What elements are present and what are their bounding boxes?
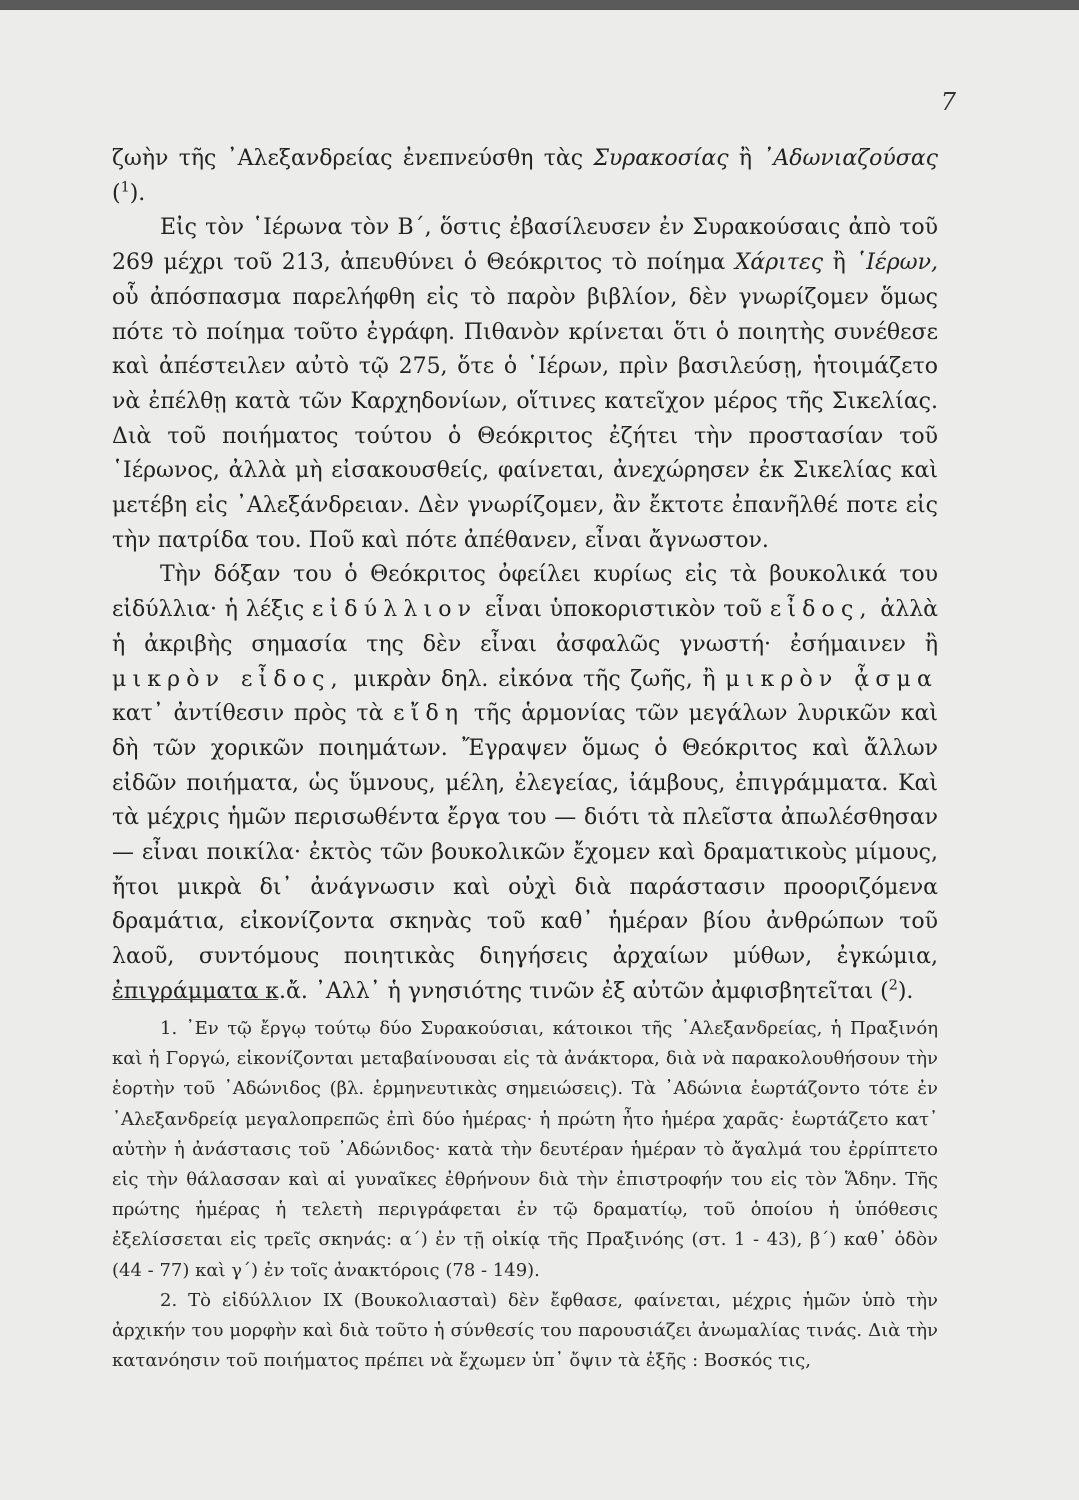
main-text bbox=[112, 142, 938, 1010]
p3-spaced-eide: εἴδη bbox=[393, 701, 465, 727]
p2-text-c: οὗ ἀπόσπασμα παρελήφθη εἰς τὸ παρὸν βιβλίον, δὲν γνωρίζομεν ὅμως πότε τὸ ποίημα τοῦτο ἐγράφη. Πιθανὸν κρίνεται ὅτι ὁ ποιητὴς συνέθεσε καὶ ἀπέστειλεν αὐτὸ τῷ 275, ὅτε ὁ ῾Ιέρων, πρὶν βασιλεύσῃ, ἡτοιμάζετο νὰ ἐπέλθῃ κατὰ τῶν Καρχηδονίων, οἵτινες κατεῖχον μέρος τῆς Σικελίας. Διὰ τοῦ ποιήματος τούτου ὁ Θεόκριτος ἐζήτει τὴν προστασίαν τοῦ ῾Ιέρωνος, ἀλλὰ μὴ εἰσακουσθείς, φαίνεται, ἀνεχώρησεν ἐκ Σικελίας καὶ μετέβη εἰς ᾿Αλεξάνδρειαν. Δὲν γνωρίζομεν, ἂν ἔκτοτε ἐπανῆλθέ ποτε εἰς τὴν πατρίδα του. Ποῦ καὶ πότε ἀπέθανεν, εἶναι ἄγνωστον. bbox=[112, 284, 938, 553]
footnote-ref-1: 1 bbox=[120, 179, 130, 196]
p2-text-a: Εἰς τὸν ῾Ιέρωνα τὸν Β΄, ὅστις ἐβασίλευσεν ἐν Συρακούσαις ἀπὸ τοῦ 269 μέχρι τοῦ 213, ἀπευθύνει ὁ Θεόκριτος τὸ ποίημα bbox=[112, 215, 938, 276]
paragraph-2 bbox=[112, 211, 938, 558]
paragraph-3 bbox=[112, 558, 938, 1009]
p3-text-c: ἀλλὰ ἡ ἀκριβὴς σημασία της δὲν εἶναι ἀσφαλῶς γνωστή· ἐσήμαινεν ἢ bbox=[112, 597, 938, 657]
page-number: 7 bbox=[940, 88, 956, 116]
p3-text-d: μικρὰν δηλ. εἰκόνα τῆς ζωῆς, ἢ bbox=[343, 666, 726, 692]
paragraph-1 bbox=[112, 142, 938, 211]
p3-text-a: Τὴν δόξαν του ὁ Θεόκριτος ὀφείλει κυρίως εἰς τὰ βουκολικά του εἰδύλλια· ἡ λέξις bbox=[112, 562, 938, 623]
footnote-1: 1. ᾿Εν τῷ ἔργῳ τούτῳ δύο Συρακούσιαι, κάτοικοι τῆς ᾿Αλεξανδρείας, ἡ Πραξινόη καὶ ἡ Γοργώ, εἰκονίζονται μεταβαίνουσαι εἰς τὰ ἀνάκτορα, διὰ νὰ παρακολουθήσουν τὴν ἑορτὴν τοῦ ᾿Αδώνιδος (βλ. ἑρμηνευτικὰς σημειώσεις). Τὰ ᾿Αδώνια ἑωρτάζοντο τότε ἐν ᾿Αλεξανδρείᾳ μεγαλοπρεπῶς ἐπὶ δύο ἡμέρας· ἡ πρώτη ἦτο ἡμέρα χαρᾶς· ἑωρτάζετο κατ᾿ αὐτὴν ἡ ἀνάστασις τοῦ ᾿Αδώνιδος· κατὰ τὴν δευτέραν ἡμέραν τὸ ἄγαλμά του ἐρρίπτετο εἰς τὴν θάλασσαν καὶ αἱ γυναῖκες ἐθρήνουν διὰ τὴν ἐπιστροφήν του εἰς τὸν Ἅδην. Τῆς πρώτης ἡμέρας ἡ τελετὴ περιγράφεται ἐν τῷ δραματίῳ, τοῦ ὁποίου ἡ ὑπόθεσις ἐξελίσσεται εἰς τρεῖς σκηνάς: α΄) ἐν τῇ οἰκίᾳ τῆς Πραξινόης (στ. 1 - 43), β΄) καθ᾿ ὁδὸν (44 - 77) καὶ γ΄) ἐν τοῖς ἀνακτόροις (78 - 149). bbox=[112, 1018, 938, 1281]
p1-text-a: ζωὴν τῆς ᾿Αλεξανδρείας ἐνεπνεύσθη τὰς bbox=[112, 146, 594, 171]
footnotes bbox=[112, 1014, 938, 1376]
p3-spaced-mikron-eidos: μικρὸν εἶδος, bbox=[112, 666, 344, 692]
p3-spaced-eidos: εἶδος, bbox=[769, 597, 873, 623]
p3-text-b: εἶναι ὑποκοριστικὸν τοῦ bbox=[477, 597, 770, 623]
p3-text-e: κατ᾿ ἀντίθεσιν πρὸς τὰ bbox=[112, 701, 394, 727]
p2-emphasis-charites: Χάριτες bbox=[734, 250, 824, 276]
p3-spaced-mikron-asma: μικρὸν ᾆσμα bbox=[725, 666, 938, 692]
footnote-separator bbox=[112, 999, 278, 1000]
p3-spaced-eidyllion: εἰδύλλιον bbox=[311, 597, 478, 623]
p1-emphasis-adoniazousai: ᾿Αδωνιαζούσας bbox=[762, 146, 938, 171]
scan-top-edge bbox=[0, 0, 1079, 10]
p1-text-c: ( bbox=[112, 180, 121, 206]
p1-emphasis-syrakosiai: Συρακοσίας bbox=[593, 146, 729, 171]
p2-text-b: ἢ bbox=[823, 250, 856, 276]
p3-text-f: τῆς ἁρμονίας τῶν μεγάλων λυρικῶν καὶ δὴ τῶν χορικῶν ποιημάτων. Ἔγραψεν ὅμως ὁ Θεόκριτος καὶ ἄλλων εἰδῶν ποιήματα, ὡς ὕμνους, μέλη, ἐλεγείας, ἰάμβους, ἐπιγράμματα. Καὶ τὰ μέχρις ἡμῶν περισωθέντα ἔργα του — διότι τὰ πλεῖστα ἀπωλέσθησαν — εἶναι ποικίλα· ἐκτὸς τῶν βουκολικῶν ἔχομεν καὶ δραματικοὺς μίμους, ἤτοι μικρὰ δι᾿ ἀνάγνωσιν καὶ οὐχὶ διὰ παράστασιν προοριζόμενα δραμάτια, εἰκονίζοντα σκηνὰς τοῦ καθ᾿ ἡμέραν βίου ἀνθρώπων τοῦ λαοῦ, συντόμους ποιητικὰς διηγήσεις ἀρχαίων μύθων, ἐγκώμια, ἐπιγράμματα κ.ἄ. ᾿Αλλ᾿ ἡ γνησιότης τινῶν ἐξ αὐτῶν ἀμφισβητεῖται ( bbox=[112, 701, 938, 1004]
footnote-2: 2. Τὸ εἰδύλλιον IX (Βουκολιασταὶ) δὲν ἔφθασε, φαίνεται, μέχρις ἡμῶν ὑπὸ τὴν ἀρχικήν του μορφὴν καὶ διὰ τοῦτο ἡ σύνθεσίς του παρουσιάζει ἀνωμαλίας τινάς. Διὰ τὴν κατανόησιν τοῦ ποιήματος πρέπει νὰ ἔχωμεν ὑπ᾿ ὄψιν τὰ ἑξῆς : Βοσκός τις, bbox=[112, 1289, 938, 1372]
p2-emphasis-hieron: ῾Ιέρων, bbox=[855, 250, 938, 276]
footnote-ref-2: 2 bbox=[888, 977, 898, 994]
p3-text-g: ). bbox=[897, 978, 914, 1004]
p1-text-d: ). bbox=[129, 180, 146, 206]
p1-text-b: ἢ bbox=[728, 146, 763, 171]
